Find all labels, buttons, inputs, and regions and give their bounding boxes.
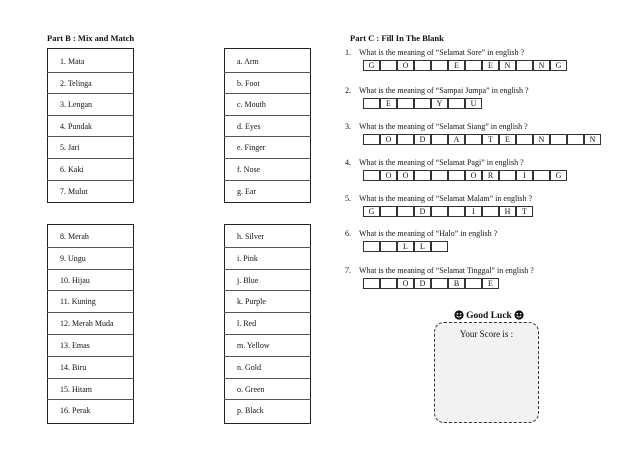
row-divider xyxy=(224,378,311,379)
letter-cell[interactable] xyxy=(465,134,482,145)
match-item: 2. Telinga xyxy=(60,78,92,88)
match-item: 11. Kuning xyxy=(60,297,96,307)
match-item: a. Arm xyxy=(237,57,259,66)
letter-cell[interactable] xyxy=(465,60,482,71)
match-item: n. Gold xyxy=(237,362,261,372)
letter-cell[interactable] xyxy=(465,278,482,289)
letter-cell[interactable]: E xyxy=(499,134,516,145)
letter-cell[interactable] xyxy=(363,134,380,145)
letter-cell[interactable] xyxy=(431,278,448,289)
letter-cell[interactable]: E xyxy=(482,278,499,289)
row-divider xyxy=(224,247,311,248)
match-item: k. Purple xyxy=(237,297,266,307)
letter-cell[interactable]: N xyxy=(533,60,550,71)
letter-cell[interactable]: O xyxy=(397,60,414,71)
letter-cell[interactable]: L xyxy=(414,241,431,252)
match-item: 8. Merah xyxy=(60,232,89,241)
row-divider xyxy=(224,356,311,357)
row-divider xyxy=(224,269,311,270)
row-divider xyxy=(47,356,134,357)
question-number: 4. xyxy=(345,158,351,167)
row-divider xyxy=(47,334,134,335)
good-luck-label xyxy=(440,310,538,321)
match-item: 14. Biru xyxy=(60,362,87,372)
row-divider xyxy=(47,399,134,400)
letter-cell[interactable]: L xyxy=(397,241,414,252)
letter-cell[interactable]: T xyxy=(516,206,533,217)
letter-cell[interactable] xyxy=(414,170,431,181)
letter-cell[interactable] xyxy=(431,241,448,252)
letter-cell[interactable] xyxy=(397,134,414,145)
letter-cell[interactable] xyxy=(380,206,397,217)
question-text: What is the meaning of “Selamat Malam” in english ? xyxy=(359,194,533,203)
match-item: 3. Lengan xyxy=(60,100,92,110)
letter-cell[interactable] xyxy=(482,206,499,217)
letter-cell[interactable] xyxy=(414,98,431,109)
match-item: f. Nose xyxy=(237,165,261,174)
letter-cell[interactable]: G xyxy=(363,60,380,71)
letter-cell[interactable] xyxy=(431,134,448,145)
smiley-icon xyxy=(454,310,464,320)
question-number: 7. xyxy=(345,266,351,275)
row-divider xyxy=(47,247,134,248)
letter-cell[interactable]: O xyxy=(397,170,414,181)
row-divider xyxy=(224,334,311,335)
letter-cell[interactable]: O xyxy=(465,170,482,181)
letter-cell[interactable] xyxy=(363,278,380,289)
letter-cell[interactable] xyxy=(533,170,550,181)
letter-cell[interactable] xyxy=(499,170,516,181)
letter-cell[interactable] xyxy=(448,98,465,109)
row-divider xyxy=(224,399,311,400)
match-item: 13. Emas xyxy=(60,341,90,350)
match-item: o. Green xyxy=(237,384,265,394)
letter-cell[interactable]: O xyxy=(380,170,397,181)
letter-cell[interactable]: G xyxy=(363,206,380,217)
letter-cell[interactable]: R xyxy=(482,170,499,181)
question-number: 1. xyxy=(345,48,351,57)
row-divider xyxy=(224,93,311,94)
letter-cell[interactable] xyxy=(363,98,380,109)
letter-cell[interactable]: H xyxy=(499,206,516,217)
question-number: 6. xyxy=(345,229,351,238)
row-divider xyxy=(224,180,311,181)
row-divider xyxy=(224,312,311,313)
letter-cell[interactable]: G xyxy=(550,170,567,181)
match-item: m. Yellow xyxy=(237,341,270,350)
question-text: What is the meaning of “Selamat Siang” in english ? xyxy=(359,122,528,131)
question-text: What is the meaning of “Selamat Sore” in english ? xyxy=(359,48,525,57)
letter-cell[interactable]: E xyxy=(482,60,499,71)
row-divider xyxy=(47,269,134,270)
question-number: 2. xyxy=(345,86,351,95)
letter-cell[interactable]: D xyxy=(414,206,431,217)
match-item: 15. Hitam xyxy=(60,384,92,394)
letter-cell[interactable] xyxy=(431,170,448,181)
question-text: What is the meaning of “Sampai Jumpa” in english ? xyxy=(359,86,529,95)
letter-cell[interactable] xyxy=(363,170,380,181)
match-item: 9. Ungu xyxy=(60,253,86,263)
letter-cell[interactable] xyxy=(431,60,448,71)
match-item: 12. Merah Muda xyxy=(60,319,114,329)
letter-cell[interactable] xyxy=(448,170,465,181)
letter-cell[interactable]: I xyxy=(516,170,533,181)
letter-cell[interactable] xyxy=(448,206,465,217)
letter-cell[interactable] xyxy=(380,278,397,289)
letter-cell[interactable]: O xyxy=(380,134,397,145)
question-number: 3. xyxy=(345,122,351,131)
letter-cell[interactable] xyxy=(431,206,448,217)
row-divider xyxy=(47,115,134,116)
match-item: j. Blue xyxy=(237,275,259,285)
letter-cell[interactable]: N xyxy=(533,134,550,145)
match-item: 10. Hijau xyxy=(60,275,90,285)
row-divider xyxy=(47,72,134,73)
match-item: e. Finger xyxy=(237,143,266,153)
letter-cell[interactable] xyxy=(550,134,567,145)
part-b-title: Part B : Mix and Match xyxy=(47,33,135,43)
row-divider xyxy=(47,158,134,159)
match-item: i. Pink xyxy=(237,253,258,263)
row-divider xyxy=(47,136,134,137)
letter-cell[interactable]: I xyxy=(465,206,482,217)
match-item: p. Black xyxy=(237,406,264,416)
match-item: 7. Mulut xyxy=(60,186,88,196)
letter-cell[interactable] xyxy=(414,60,431,71)
question-text: What is the meaning of “Halo” in english ? xyxy=(359,229,498,238)
letter-cell[interactable]: O xyxy=(397,278,414,289)
letter-cell[interactable]: T xyxy=(482,134,499,145)
good-luck-text: Good Luck xyxy=(466,311,512,321)
part-c-title: Part C : Fill In The Blank xyxy=(350,33,444,43)
letter-cell[interactable]: A xyxy=(448,134,465,145)
letter-cell[interactable] xyxy=(567,134,584,145)
match-item: g. Ear xyxy=(237,186,257,196)
letter-cell[interactable]: B xyxy=(448,278,465,289)
match-item: l. Red xyxy=(237,319,257,329)
row-divider xyxy=(47,312,134,313)
letter-cell[interactable] xyxy=(380,241,397,252)
letter-cell[interactable]: Y xyxy=(431,98,448,109)
question-text: What is the meaning of “Selamat Pagi” in english ? xyxy=(359,158,524,167)
smiley-icon xyxy=(514,310,524,320)
row-divider xyxy=(47,180,134,181)
letter-cell[interactable] xyxy=(516,134,533,145)
letter-cell[interactable]: U xyxy=(465,98,482,109)
match-item: 6. Kaki xyxy=(60,165,84,174)
match-item: c. Mouth xyxy=(237,100,266,110)
letter-cell[interactable] xyxy=(516,60,533,71)
letter-cell[interactable] xyxy=(380,60,397,71)
score-box[interactable] xyxy=(434,322,539,423)
score-label: Your Score is : xyxy=(459,329,514,339)
match-item: h. Silver xyxy=(237,232,265,241)
match-item: 5. Jari xyxy=(60,143,80,153)
row-divider xyxy=(47,93,134,94)
question-number: 5. xyxy=(345,194,351,203)
letter-cell[interactable]: D xyxy=(414,278,431,289)
letter-cell[interactable]: D xyxy=(414,134,431,145)
question-text: What is the meaning of “Selamat Tinggal” in english ? xyxy=(359,266,534,275)
letter-cell[interactable] xyxy=(397,206,414,217)
row-divider xyxy=(47,290,134,291)
match-item: 1. Mata xyxy=(60,57,85,66)
row-divider xyxy=(224,72,311,73)
letter-cell[interactable]: N xyxy=(584,134,601,145)
row-divider xyxy=(224,158,311,159)
letter-cell[interactable] xyxy=(397,98,414,109)
letter-cell[interactable]: G xyxy=(550,60,567,71)
row-divider xyxy=(47,378,134,379)
row-divider xyxy=(224,290,311,291)
match-item: 4. Pundak xyxy=(60,121,92,131)
letter-cell[interactable]: E xyxy=(448,60,465,71)
letter-cell[interactable]: N xyxy=(499,60,516,71)
row-divider xyxy=(224,115,311,116)
match-item: 16. Perak xyxy=(60,406,91,416)
match-item: d. Eyes xyxy=(237,121,261,131)
match-item: b. Foot xyxy=(237,78,260,88)
letter-cell[interactable]: E xyxy=(380,98,397,109)
letter-cell[interactable] xyxy=(363,241,380,252)
row-divider xyxy=(224,136,311,137)
